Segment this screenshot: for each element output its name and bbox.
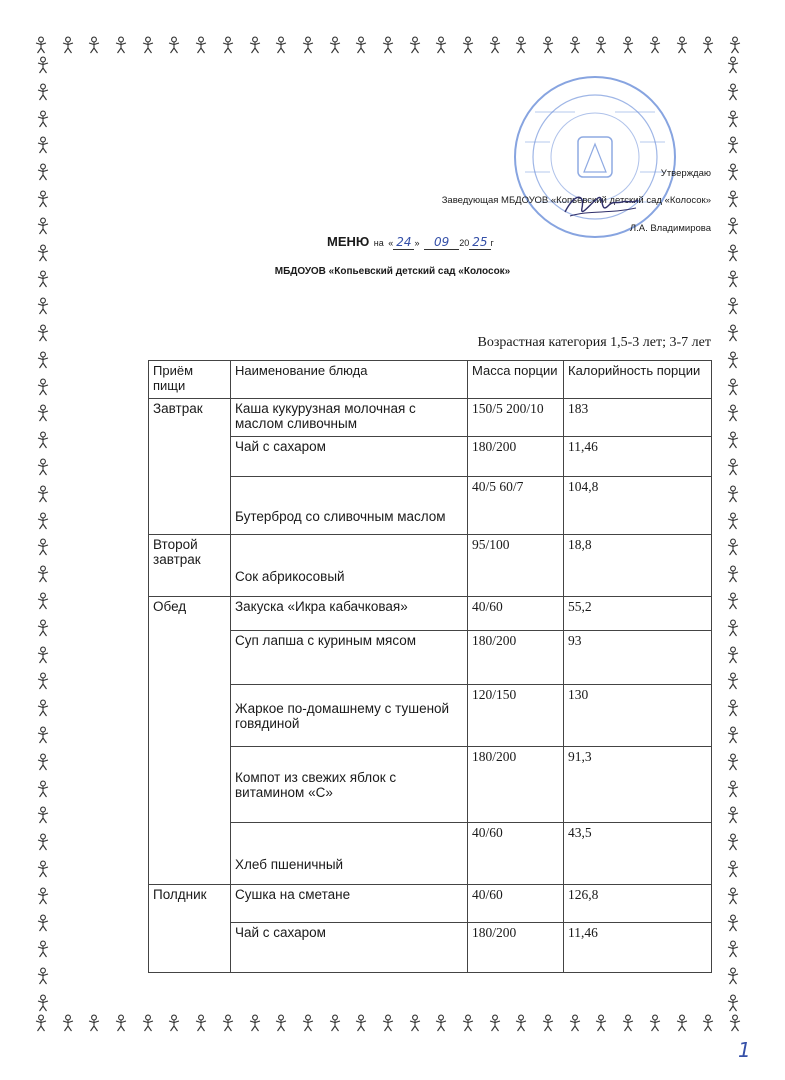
child-figure-icon [724, 351, 742, 369]
child-figure-icon [34, 994, 52, 1012]
child-figure-icon [432, 36, 450, 54]
child-figure-icon [724, 672, 742, 690]
child-figure-icon [724, 56, 742, 74]
child-figure-icon [112, 1014, 130, 1032]
child-figure-icon [724, 485, 742, 503]
child-figure-icon [724, 592, 742, 610]
child-figure-icon [406, 1014, 424, 1032]
child-figure-icon [34, 699, 52, 717]
child-figure-icon [724, 83, 742, 101]
table-row [149, 597, 712, 631]
child-figure-icon [726, 36, 744, 54]
child-figure-icon [724, 163, 742, 181]
child-figure-icon [34, 485, 52, 503]
child-figure-icon [724, 512, 742, 530]
dish-cell: Хлеб пшеничный [231, 823, 468, 885]
dish-cell: Закуска «Икра кабачковая» [231, 597, 468, 631]
child-figure-icon [512, 36, 530, 54]
child-figure-icon [85, 36, 103, 54]
child-figure-icon [219, 36, 237, 54]
child-figure-icon [699, 1014, 717, 1032]
kcal-cell: 93 [564, 631, 712, 685]
meal-cell: Обед [149, 597, 231, 885]
kcal-cell: 91,3 [564, 747, 712, 823]
child-figure-icon [724, 404, 742, 422]
child-figure-icon [459, 1014, 477, 1032]
child-figure-icon [59, 1014, 77, 1032]
mass-cell: 40/60 [468, 823, 564, 885]
child-figure-icon [272, 36, 290, 54]
child-figure-icon [646, 36, 664, 54]
child-figure-icon [34, 833, 52, 851]
child-figure-icon [726, 1014, 744, 1032]
child-figure-icon [724, 753, 742, 771]
child-figure-icon [539, 36, 557, 54]
child-figure-icon [34, 404, 52, 422]
child-figure-icon [724, 458, 742, 476]
child-figure-icon [724, 699, 742, 717]
child-figure-icon [165, 36, 183, 54]
approval-name: Л.А. Владимирова [629, 223, 711, 234]
mass-cell: 40/60 [468, 597, 564, 631]
meal-cell: Второй завтрак [149, 535, 231, 597]
table-row [149, 399, 712, 437]
dish-cell: Жаркое по-домашнему с тушеной говядиной [231, 685, 468, 747]
header-mass: Масса порции [468, 361, 564, 399]
child-figure-icon [34, 136, 52, 154]
child-figure-icon [592, 36, 610, 54]
child-figure-icon [352, 1014, 370, 1032]
quote-close: » [414, 238, 420, 248]
table-row [149, 923, 712, 973]
child-figure-icon [34, 887, 52, 905]
table-row [149, 885, 712, 923]
year-prefix: 20 [459, 238, 470, 248]
child-figure-icon [724, 940, 742, 958]
child-figure-icon [724, 190, 742, 208]
child-figure-icon [724, 887, 742, 905]
child-figure-icon [724, 646, 742, 664]
page-number: 1 [738, 1038, 751, 1062]
header-meal: Приём пищи [149, 361, 231, 399]
table-row [149, 437, 712, 477]
child-figure-icon [272, 1014, 290, 1032]
child-figure-icon [486, 36, 504, 54]
child-figure-icon [352, 36, 370, 54]
table-row [149, 747, 712, 823]
mass-cell: 180/200 [468, 747, 564, 823]
child-figure-icon [724, 619, 742, 637]
child-figure-icon [724, 297, 742, 315]
right-border [722, 56, 744, 1012]
child-figure-icon [34, 780, 52, 798]
child-figure-icon [592, 1014, 610, 1032]
child-figure-icon [246, 1014, 264, 1032]
menu-word: МЕНЮ [327, 234, 370, 249]
child-figure-icon [34, 619, 52, 637]
dish-cell: Чай с сахаром [231, 923, 468, 973]
child-figure-icon [34, 378, 52, 396]
child-figure-icon [724, 110, 742, 128]
child-figure-icon [326, 1014, 344, 1032]
mass-cell: 180/200 [468, 923, 564, 973]
table-row [149, 477, 712, 535]
child-figure-icon [724, 860, 742, 878]
child-figure-icon [32, 36, 50, 54]
child-figure-icon [724, 967, 742, 985]
child-figure-icon [619, 36, 637, 54]
child-figure-icon [34, 726, 52, 744]
child-figure-icon [34, 244, 52, 262]
child-figure-icon [34, 914, 52, 932]
child-figure-icon [299, 36, 317, 54]
child-figure-icon [34, 592, 52, 610]
child-figure-icon [459, 36, 477, 54]
dish-cell: Чай с сахаром [231, 437, 468, 477]
dish-cell: Сок абрикосовый [231, 535, 468, 597]
child-figure-icon [724, 780, 742, 798]
quote-open: « [388, 238, 394, 248]
child-figure-icon [326, 36, 344, 54]
kcal-cell: 11,46 [564, 437, 712, 477]
child-figure-icon [85, 1014, 103, 1032]
child-figure-icon [724, 914, 742, 932]
child-figure-icon [566, 36, 584, 54]
mass-cell: 40/60 [468, 885, 564, 923]
child-figure-icon [724, 431, 742, 449]
child-figure-icon [139, 36, 157, 54]
mass-cell: 120/150 [468, 685, 564, 747]
child-figure-icon [724, 324, 742, 342]
dish-cell: Суп лапша с куриным мясом [231, 631, 468, 685]
child-figure-icon [724, 538, 742, 556]
child-figure-icon [34, 646, 52, 664]
child-figure-icon [34, 324, 52, 342]
kcal-cell: 18,8 [564, 535, 712, 597]
kcal-cell: 104,8 [564, 477, 712, 535]
dish-cell: Компот из свежих яблок с витамином «С» [231, 747, 468, 823]
table-header-row [149, 361, 712, 399]
child-figure-icon [299, 1014, 317, 1032]
mass-cell: 40/5 60/7 [468, 477, 564, 535]
child-figure-icon [724, 726, 742, 744]
signature-icon [560, 184, 640, 224]
child-figure-icon [486, 1014, 504, 1032]
child-figure-icon [34, 431, 52, 449]
child-figure-icon [724, 244, 742, 262]
child-figure-icon [512, 1014, 530, 1032]
kcal-cell: 130 [564, 685, 712, 747]
kcal-cell: 183 [564, 399, 712, 437]
child-figure-icon [699, 36, 717, 54]
meal-cell: Полдник [149, 885, 231, 973]
child-figure-icon [34, 512, 52, 530]
child-figure-icon [724, 833, 742, 851]
top-border [32, 34, 744, 56]
child-figure-icon [646, 1014, 664, 1032]
child-figure-icon [34, 672, 52, 690]
child-figure-icon [724, 994, 742, 1012]
meal-cell: Завтрак [149, 399, 231, 535]
child-figure-icon [34, 297, 52, 315]
child-figure-icon [34, 753, 52, 771]
mass-cell: 180/200 [468, 437, 564, 477]
menu-day: 24 [393, 235, 414, 250]
child-figure-icon [34, 940, 52, 958]
child-figure-icon [34, 56, 52, 74]
table-row [149, 685, 712, 747]
child-figure-icon [34, 110, 52, 128]
menu-on: на [373, 238, 384, 248]
child-figure-icon [619, 1014, 637, 1032]
child-figure-icon [34, 565, 52, 583]
child-figure-icon [112, 36, 130, 54]
organization-name: МБДОУОВ «Копьевский детский сад «Колосок» [274, 266, 511, 277]
child-figure-icon [724, 378, 742, 396]
approval-position: Заведующая МБДОУОВ «Копьевский детский сад «Колосок» [441, 195, 711, 206]
child-figure-icon [192, 36, 210, 54]
year-suffix: г [490, 238, 494, 248]
child-figure-icon [673, 1014, 691, 1032]
child-figure-icon [724, 565, 742, 583]
child-figure-icon [724, 136, 742, 154]
kcal-cell: 11,46 [564, 923, 712, 973]
child-figure-icon [192, 1014, 210, 1032]
child-figure-icon [34, 860, 52, 878]
child-figure-icon [566, 1014, 584, 1032]
child-figure-icon [34, 163, 52, 181]
child-figure-icon [724, 806, 742, 824]
dish-cell: Сушка на сметане [231, 885, 468, 923]
child-figure-icon [34, 538, 52, 556]
dish-cell: Каша кукурузная молочная с маслом сливочным [231, 399, 468, 437]
bottom-border [32, 1012, 744, 1034]
child-figure-icon [406, 36, 424, 54]
table-row [149, 631, 712, 685]
kcal-cell: 55,2 [564, 597, 712, 631]
child-figure-icon [139, 1014, 157, 1032]
child-figure-icon [59, 36, 77, 54]
kcal-cell: 43,5 [564, 823, 712, 885]
age-category: Возрастная категория 1,5-3 лет; 3-7 лет [477, 335, 711, 350]
table-row [149, 823, 712, 885]
child-figure-icon [34, 458, 52, 476]
mass-cell: 150/5 200/10 [468, 399, 564, 437]
menu-title [327, 233, 494, 251]
child-figure-icon [379, 36, 397, 54]
child-figure-icon [165, 1014, 183, 1032]
child-figure-icon [34, 217, 52, 235]
child-figure-icon [34, 83, 52, 101]
header-kcal: Калорийность порции [564, 361, 712, 399]
mass-cell: 180/200 [468, 631, 564, 685]
menu-year: 25 [469, 235, 490, 250]
child-figure-icon [724, 217, 742, 235]
child-figure-icon [34, 967, 52, 985]
child-figure-icon [432, 1014, 450, 1032]
child-figure-icon [32, 1014, 50, 1032]
header-dish: Наименование блюда [231, 361, 468, 399]
dish-cell: Бутерброд со сливочным маслом [231, 477, 468, 535]
child-figure-icon [34, 806, 52, 824]
mass-cell: 95/100 [468, 535, 564, 597]
kcal-cell: 126,8 [564, 885, 712, 923]
child-figure-icon [34, 190, 52, 208]
child-figure-icon [673, 36, 691, 54]
child-figure-icon [539, 1014, 557, 1032]
left-border [32, 56, 54, 1012]
child-figure-icon [246, 36, 264, 54]
menu-month: 09 [424, 235, 459, 250]
approval-title: Утверждаю [660, 168, 711, 179]
child-figure-icon [219, 1014, 237, 1032]
menu-table [148, 360, 712, 973]
child-figure-icon [379, 1014, 397, 1032]
table-row [149, 535, 712, 597]
child-figure-icon [34, 351, 52, 369]
